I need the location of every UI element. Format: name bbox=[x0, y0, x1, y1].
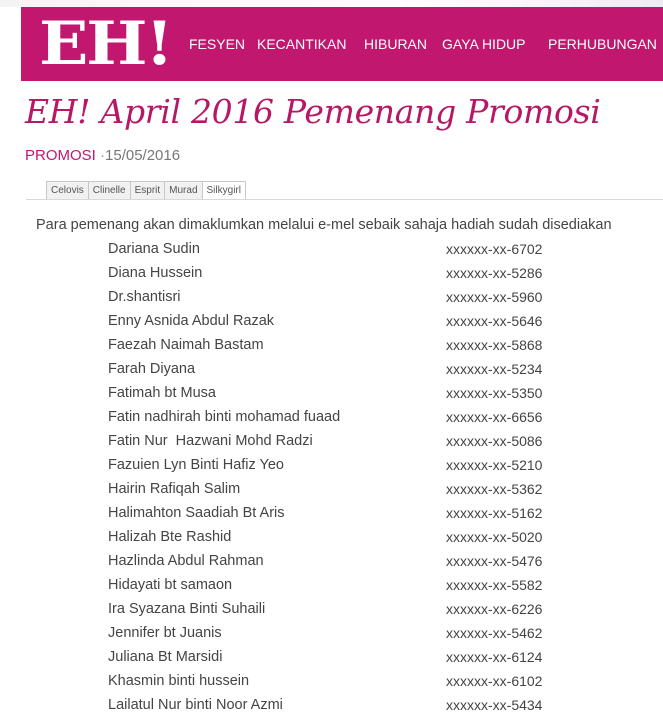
nav-item-kecantikan[interactable]: KECANTIKAN bbox=[257, 36, 347, 52]
nav-item-perhubungan[interactable]: PERHUBUNGAN bbox=[548, 36, 657, 52]
winner-name: Fatin Nur Hazwani Mohd Radzi bbox=[108, 433, 313, 449]
winner-name: Khasmin binti hussein bbox=[108, 673, 250, 689]
winner-row bbox=[0, 525, 663, 549]
winner-row bbox=[0, 501, 663, 525]
tab-divider bbox=[26, 199, 663, 200]
winner-name: Hidayati bt samaon bbox=[108, 577, 233, 593]
nav-item-fesyen[interactable]: FESYEN bbox=[189, 36, 246, 52]
winner-ic: xxxxxx-xx-6226 bbox=[446, 601, 543, 617]
publish-date: 15/05/2016 bbox=[105, 147, 181, 164]
category-link[interactable]: PROMOSI bbox=[25, 147, 96, 164]
winner-name: Halizah Bte Rashid bbox=[108, 529, 232, 545]
winner-ic: xxxxxx-xx-6656 bbox=[446, 409, 543, 425]
meta-separator: · bbox=[100, 147, 106, 164]
winner-ic: xxxxxx-xx-5162 bbox=[446, 505, 543, 521]
winner-ic: xxxxxx-xx-5362 bbox=[446, 481, 543, 497]
tab-esprit[interactable]: Esprit bbox=[130, 181, 166, 200]
winner-ic: xxxxxx-xx-5960 bbox=[446, 289, 543, 305]
winner-row bbox=[0, 453, 663, 477]
winner-row bbox=[0, 573, 663, 597]
winner-name: Diana Hussein bbox=[108, 265, 203, 281]
winner-name: Ira Syazana Binti Suhaili bbox=[108, 601, 266, 617]
winner-row bbox=[0, 261, 663, 285]
winner-row bbox=[0, 693, 663, 717]
article-title: EH! April 2016 Pemenang Promosi bbox=[25, 92, 601, 131]
winner-row bbox=[0, 237, 663, 261]
winner-row bbox=[0, 405, 663, 429]
winner-name: Farah Diyana bbox=[108, 361, 196, 377]
winner-name: Halimahton Saadiah Bt Aris bbox=[108, 505, 285, 521]
winner-row bbox=[0, 477, 663, 501]
browser-top-strip bbox=[0, 0, 663, 7]
nav-item-gaya-hidup[interactable]: GAYA HIDUP bbox=[442, 36, 526, 52]
nav-item-hiburan[interactable]: HIBURAN bbox=[364, 36, 428, 52]
winner-name: Hazlinda Abdul Rahman bbox=[108, 553, 264, 569]
winner-name: Enny Asnida Abdul Razak bbox=[108, 313, 275, 329]
winner-name: Fatin nadhirah binti mohamad fuaad bbox=[108, 409, 341, 425]
winner-ic: xxxxxx-xx-5350 bbox=[446, 385, 543, 401]
winner-name: Dr.shantisri bbox=[108, 289, 181, 305]
intro-text: Para pemenang akan dimaklumkan melalui e-mel sebaik sahaja hadiah sudah disediakan bbox=[36, 217, 612, 233]
winner-ic: xxxxxx-xx-5646 bbox=[446, 313, 543, 329]
winner-row bbox=[0, 645, 663, 669]
winner-name: Fazuien Lyn Binti Hafiz Yeo bbox=[108, 457, 284, 473]
article-meta bbox=[25, 147, 180, 164]
winner-ic: xxxxxx-xx-5476 bbox=[446, 553, 543, 569]
winner-name: Lailatul Nur binti Noor Azmi bbox=[108, 697, 283, 713]
tab-clinelle[interactable]: Clinelle bbox=[88, 181, 131, 200]
winner-ic: xxxxxx-xx-5462 bbox=[446, 625, 543, 641]
winner-ic: xxxxxx-xx-5086 bbox=[446, 433, 543, 449]
winner-ic: xxxxxx-xx-6124 bbox=[446, 649, 543, 665]
winner-ic: xxxxxx-xx-6102 bbox=[446, 673, 543, 689]
site-header bbox=[21, 7, 663, 81]
winner-row bbox=[0, 549, 663, 573]
winner-name: Jennifer bt Juanis bbox=[108, 625, 222, 641]
tab-celovis[interactable]: Celovis bbox=[46, 181, 89, 200]
winner-ic: xxxxxx-xx-5210 bbox=[446, 457, 543, 473]
winner-ic: xxxxxx-xx-5234 bbox=[446, 361, 543, 377]
winner-ic: xxxxxx-xx-5434 bbox=[446, 697, 543, 713]
winner-row bbox=[0, 597, 663, 621]
tab-murad[interactable]: Murad bbox=[164, 181, 202, 200]
winner-name: Dariana Sudin bbox=[108, 241, 200, 257]
winner-row bbox=[0, 381, 663, 405]
winner-ic: xxxxxx-xx-5020 bbox=[446, 529, 543, 545]
winner-row bbox=[0, 309, 663, 333]
winner-row bbox=[0, 285, 663, 309]
winner-ic: xxxxxx-xx-5868 bbox=[446, 337, 543, 353]
brand-tabs bbox=[46, 181, 245, 199]
winner-row bbox=[0, 669, 663, 693]
winner-row bbox=[0, 333, 663, 357]
winner-row bbox=[0, 429, 663, 453]
winner-ic: xxxxxx-xx-6702 bbox=[446, 241, 543, 257]
winner-ic: xxxxxx-xx-5582 bbox=[446, 577, 543, 593]
winner-ic: xxxxxx-xx-5286 bbox=[446, 265, 543, 281]
winner-name: Fatimah bt Musa bbox=[108, 385, 216, 401]
winner-name: Juliana Bt Marsidi bbox=[108, 649, 223, 665]
tab-silkygirl[interactable]: Silkygirl bbox=[202, 181, 246, 200]
winner-name: Hairin Rafiqah Salim bbox=[108, 481, 241, 497]
site-logo[interactable]: EH! bbox=[39, 9, 172, 79]
winner-name: Faezah Naimah Bastam bbox=[108, 337, 264, 353]
winner-row bbox=[0, 621, 663, 645]
winner-row bbox=[0, 357, 663, 381]
